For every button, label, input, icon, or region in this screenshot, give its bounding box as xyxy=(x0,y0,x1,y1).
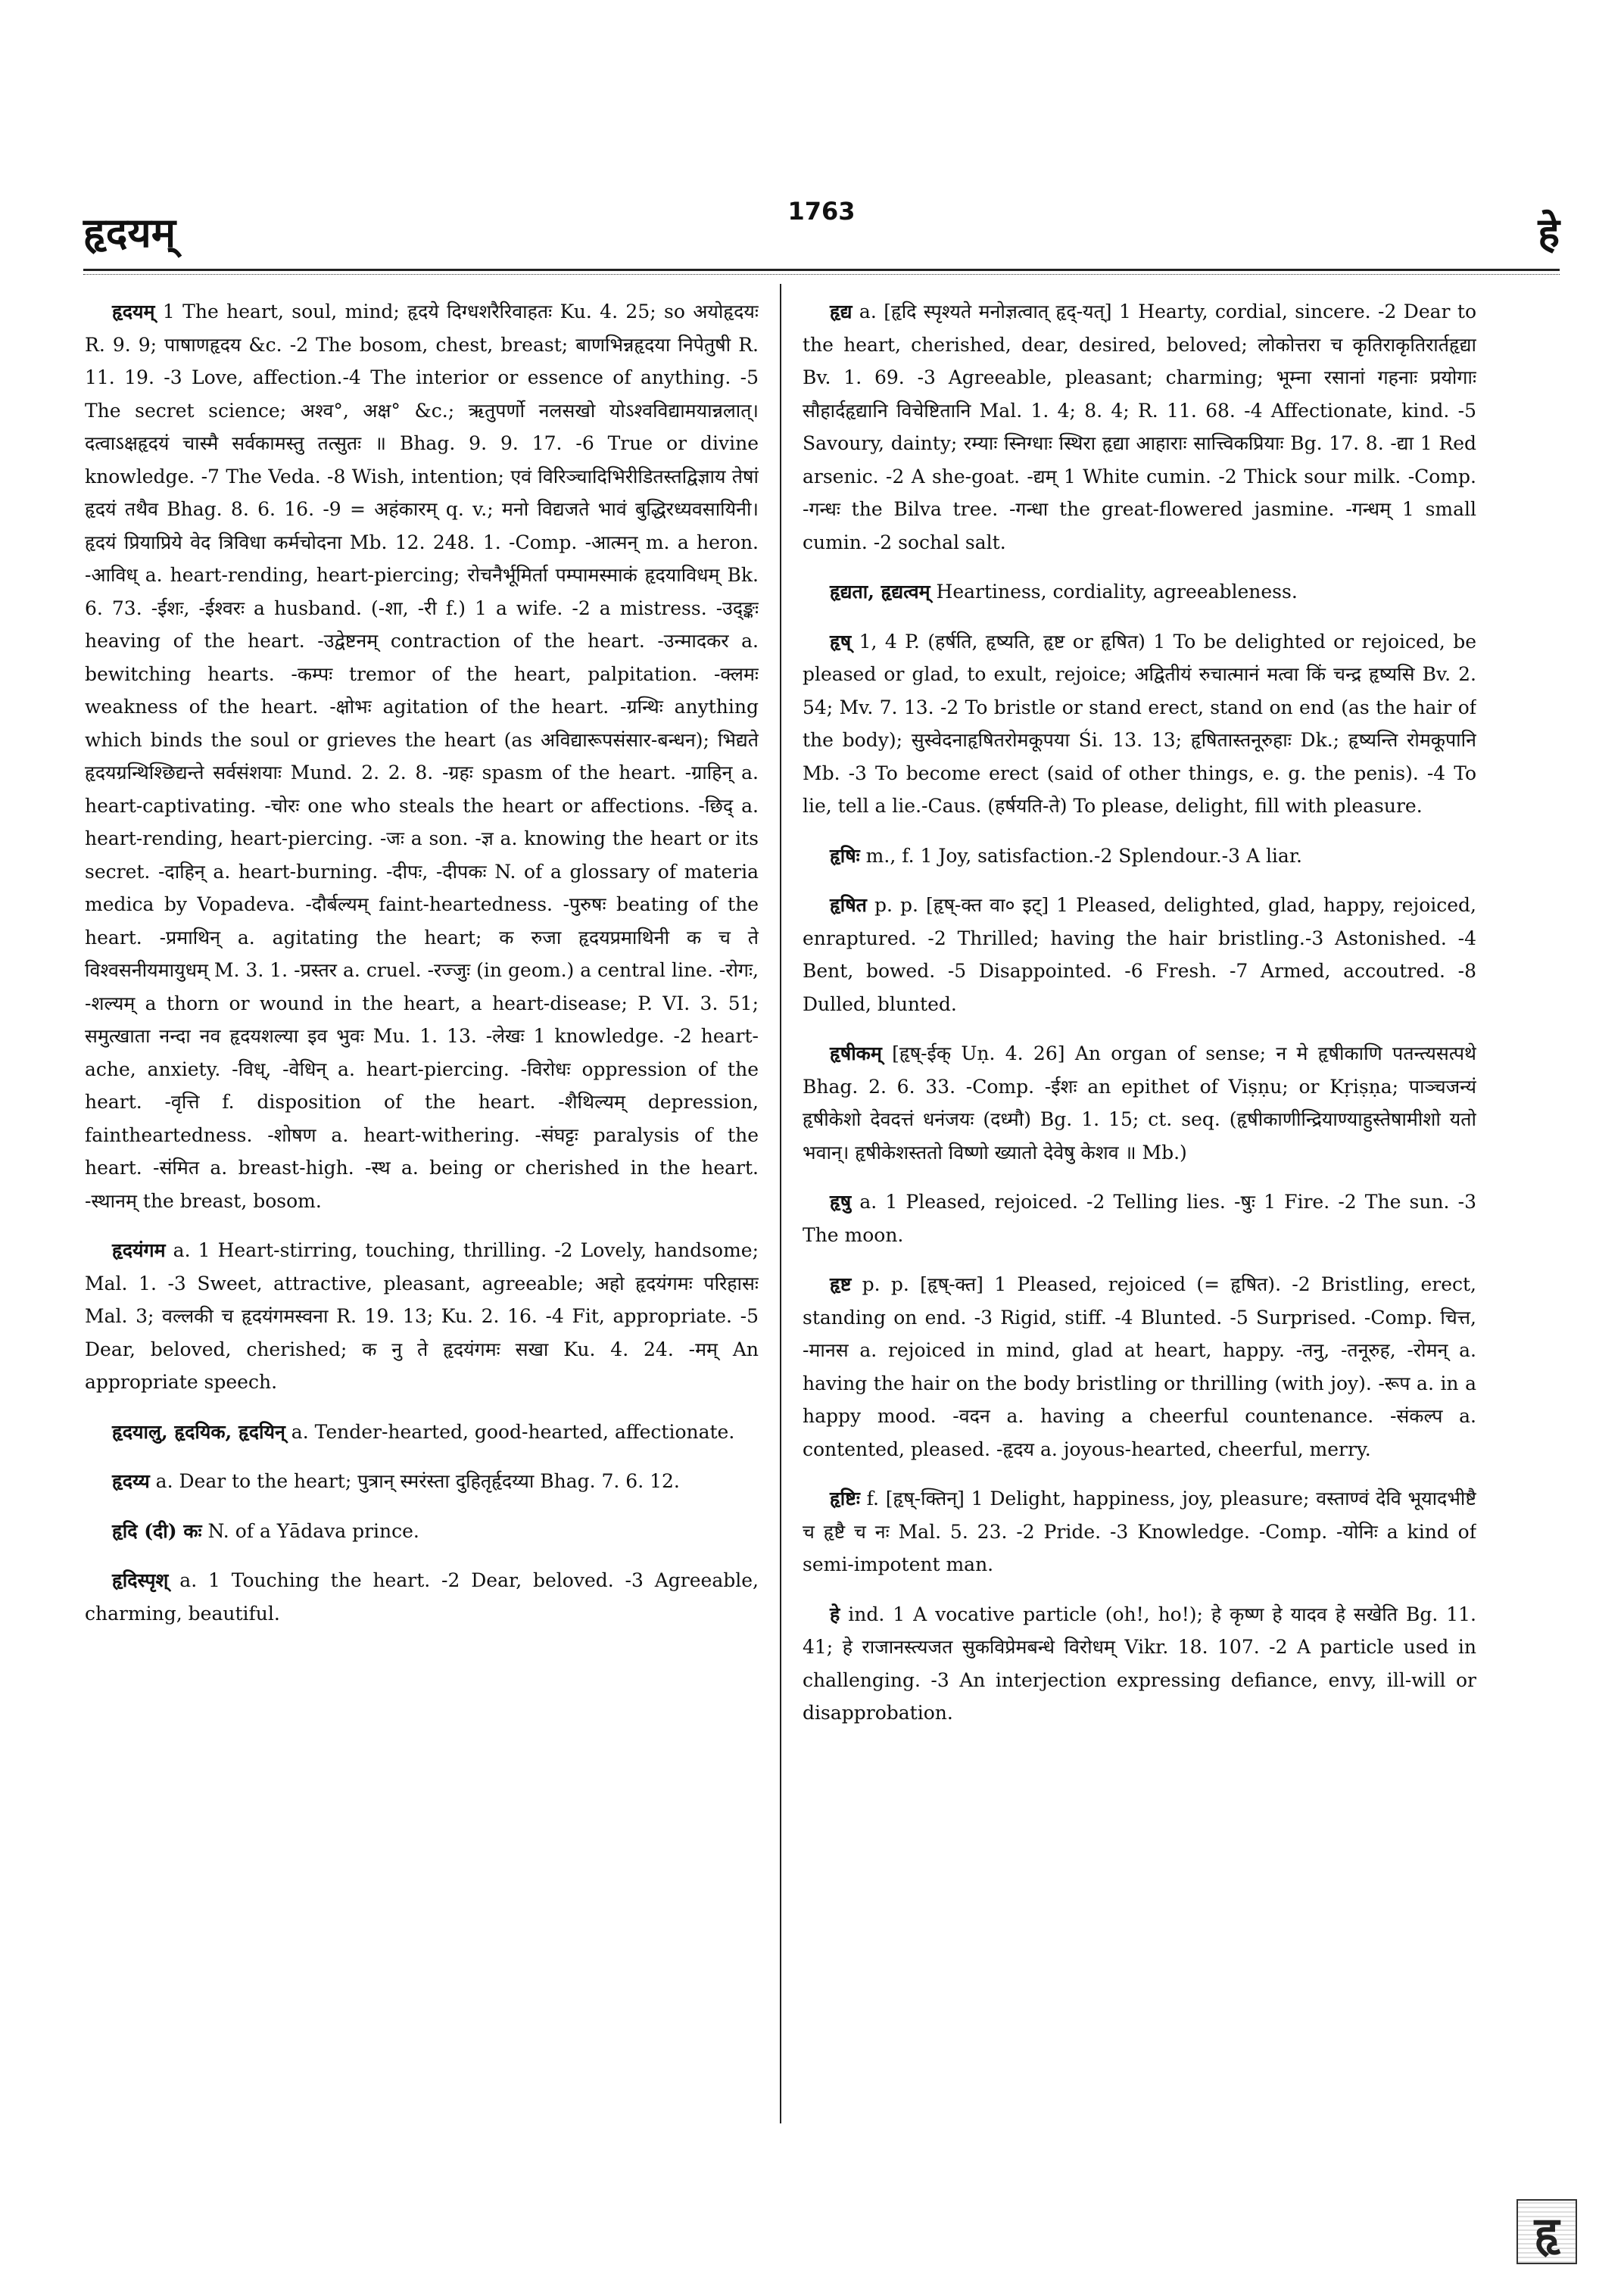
header-rule xyxy=(83,269,1560,271)
entry-headword: हृष्ट xyxy=(830,1273,852,1295)
entry-headword: हृष् xyxy=(830,630,852,653)
right-running-headword: हे xyxy=(1538,208,1560,257)
entry-text: a. [हृदि स्पृश्यते मनोज्ञत्वात् हृद्-यत्] 1 Hearty, cordial, sincere. -2 Dear to the heart, cherished, dear, desired, beloved; लोकोत्तरा च कृतिराकृतिरार्तहृद्या Bv. 1. 69. -3 Agreeable, pleasant; charming; भूम्ना रसानां गहनाः प्रयोगाः सौहार्दहृद्यानि विचेष्टितानि Mal. 1. 4; 8. 4; R. 11. 68. -4 Affectionate, kind. -5 Savoury, dainty; रम्याः स्निग्धाः स्थिरा हृद्या आहाराः सात्त्विकप्रियाः Bg. 17. 8. -द्या 1 Red arsenic. -2 A she-goat. -द्यम् 1 White cumin. -2 Thick sour milk. -Comp. -गन्धः the Bilva tree. -गन्धा the great-flowered jasmine. -गन्धम् 1 small cumin. -2 sochal salt. xyxy=(803,301,1476,553)
right-column xyxy=(803,295,1476,2127)
entry-text: a. Dear to the heart; पुत्रान् स्मरंस्ता दुहितृर्हृदय्या Bhag. 7. 6. 12. xyxy=(149,1470,680,1492)
dictionary-entry xyxy=(803,625,1476,823)
dictionary-entry xyxy=(803,575,1476,609)
dictionary-entry xyxy=(803,840,1476,873)
left-column xyxy=(85,295,759,2127)
entry-headword: हृषीकम् xyxy=(830,1042,882,1064)
dictionary-entry xyxy=(85,1564,759,1630)
entry-headword: हृदय्य xyxy=(112,1470,150,1492)
entry-text: [हृष्-ईक् Uṇ. 4. 26] An organ of sense; न मे हृषीकाणि पतन्त्यसत्पथे Bhag. 2. 6. 33. -Comp. -ईशः an epithet of Viṣṇu; or Kṛiṣṇa; पाञ्चजन्यं हृषीकेशो देवदत्तं धनंजयः (दध्मौ) Bg. 1. 15; ct. seq. (हृषीकाणीन्द्रियाण्याहुस्तेषामीशो यतो भवान्। हृषीकेशस्ततो विष्णो ख्यातो देवेषु केशव ॥ Mb.) xyxy=(803,1042,1476,1164)
entry-text: a. Tender-hearted, good-hearted, affectionate. xyxy=(285,1420,735,1443)
entry-headword: हृद्य xyxy=(830,301,853,322)
entry-headword: हृदि (दी) कः xyxy=(112,1519,202,1542)
entry-headword: हृष्टिः xyxy=(830,1488,860,1509)
entry-text: p. p. [हृष्-क्त] 1 Pleased, rejoiced (= हृषित). -2 Bristling, erect, standing on end. -3 Rigid, stiff. -4 Blunted. -5 Surprised. -Comp. चित्त, -मानस a. rejoiced in mind, glad at heart, happy. -तनु, -तनूरुह, -रोमन् a. having the hair on the body bristling or thrilling (with joy). -रूप a. in a happy mood. -वदन a. having a cheerful countenance. -संकल्प a. contented, pleased. -हृदय a. joyous-hearted, cheerful, merry. xyxy=(803,1273,1476,1460)
dictionary-entry xyxy=(85,1416,759,1449)
dictionary-entry xyxy=(803,1037,1476,1169)
entry-text: m., f. 1 Joy, satisfaction.-2 Splendour.-3 A liar. xyxy=(859,844,1302,867)
entry-headword: हृदयालु, हृदयिक, हृदयिन् xyxy=(112,1420,285,1443)
dictionary-entry xyxy=(803,1482,1476,1581)
entry-headword: हृषु xyxy=(830,1191,852,1213)
dictionary-entry xyxy=(803,1185,1476,1251)
header-dotted-rule xyxy=(83,274,1560,275)
entry-text: 1, 4 P. (हर्षति, हृष्यति, हृष्ट or हृषित) 1 To be delighted or rejoiced, be pleased or glad, to exult, rejoice; अद्वितीयं रुचात्मानं मत्वा किं चन्द्र हृष्यसि Bv. 2. 54; Mv. 7. 13. -2 To bristle or stand erect, stand on end (as the hair of the body); सुस्वेदनाहृषितरोमकूपया Śi. 13. 13; हृषितास्तनूरुहाः Dk.; हृष्यन्ति रोमकूपानि Mb. -3 To become erect (said of other things, e. g. the penis). -4 To lie, tell a lie.-Caus. (हर्षयति-ते) To please, delight, fill with pleasure. xyxy=(803,630,1476,817)
entry-text: Heartiness, cordiality, agreeableness. xyxy=(930,581,1298,603)
dictionary-entry xyxy=(803,889,1476,1020)
page-number: 1763 xyxy=(787,197,856,226)
entry-headword: हृदिस्पृश् xyxy=(112,1569,169,1591)
entry-text: N. of a Yādava prince. xyxy=(201,1519,419,1542)
dictionary-entry xyxy=(85,1234,759,1399)
dictionary-entry xyxy=(803,295,1476,559)
dictionary-entry xyxy=(803,1598,1476,1730)
entry-headword: हृषिः xyxy=(830,844,860,867)
entry-headword: हृद्यता, हृद्यत्वम् xyxy=(830,581,930,603)
entry-text: ind. 1 A vocative particle (oh!, ho!); हे कृष्ण हे यादव हे सखेति Bg. 11. 41; हे राजानस्त्यजत सुकविप्रेमबन्धे विरोधम् Vikr. 18. 107. -2 A particle used in challenging. -3 An interjection expressing defiance, envy, ill-will or disapprobation. xyxy=(803,1603,1476,1724)
entry-text: f. [हृष्-क्तिन्] 1 Delight, happiness, joy, pleasure; वस्ताण्वं देवि भूयादभीष्टै च हृष्टै च नः Mal. 5. 23. -2 Pride. -3 Knowledge. -Comp. -योनिः a kind of semi-impotent man. xyxy=(803,1488,1476,1575)
dictionary-entry xyxy=(85,1465,759,1498)
entry-text: a. 1 Touching the heart. -2 Dear, beloved. -3 Agreeable, charming, beautiful. xyxy=(85,1569,759,1625)
entry-text: p. p. [हृष्-क्त वा० इट्] 1 Pleased, delighted, glad, happy, rejoiced, enraptured. -2 Thrilled; having the hair bristling.-3 Astonished. -4 Bent, bowed. -5 Disappointed. -6 Fresh. -7 Armed, accoutred. -8 Dulled, blunted. xyxy=(803,894,1476,1015)
entry-text: a. 1 Heart-stirring, touching, thrilling. -2 Lovely, handsome; Mal. 1. -3 Sweet, attractive, pleasant, agreeable; अहो हृदयंगमः परिहासः Mal. 3; वल्लकी च हृदयंगमस्वना R. 19. 13; Ku. 2. 16. -4 Fit, appropriate. -5 Dear, beloved, cherished; क नु ते हृदयंगमः सखा Ku. 4. 24. -मम् An appropriate speech. xyxy=(85,1239,759,1393)
entry-headword: हृदयंगम xyxy=(112,1239,166,1261)
page-header xyxy=(83,189,1560,273)
thumb-index-mark: हृ xyxy=(1516,2199,1577,2264)
dictionary-entry xyxy=(85,295,759,1217)
entry-headword: हृदयम् xyxy=(112,301,155,322)
entry-headword: हृषित xyxy=(830,894,867,916)
entry-text: 1 The heart, soul, mind; हृदये दिग्धशरैरिवाहतः Ku. 4. 25; so अयोहृदयः R. 9. 9; पाषाणहृदय &c. -2 The bosom, chest, breast; बाणभिन्नहृदया निपेतुषी R. 11. 19. -3 Love, affection.-4 The interior or essence of anything. -5 The secret science; अश्व°, अक्ष° &c.; ऋतुपर्णो नलसखो योऽश्वविद्यामयान्नलात्। दत्वाऽक्षहृदयं चास्मै सर्वकामस्तु तत्सुतः ॥ Bhag. 9. 9. 17. -6 True or divine knowledge. -7 The Veda. -8 Wish, intention; एवं विरिञ्चादिभिरीडितस्तद्विज्ञाय तेषां हृदयं तथैव Bhag. 8. 6. 16. -9 = अहंकारम् q. v.; मनो विद्यजते भावं बुद्धिरध्यवसायिनी। हृदयं प्रियाप्रिये वेद त्रिविधा कर्मचोदना Mb. 12. 248. 1. -Comp. -आत्मन् m. a heron. -आविध् a. heart-rending, heart-piercing; रोचनैर्भूमिर्ता पम्पामस्माकं हृदयाविधम् Bk. 6. 73. -ईशः, -ईश्वरः a husband. (-शा, -री f.) 1 a wife. -2 a mistress. -उद्ङ्कः heaving of the heart. -उद्वेष्टनम् contraction of the heart. -उन्मादकर a. bewitching hearts. -कम्पः tremor of the heart, palpitation. -क्लमः weakness of the heart. -क्षोभः agitation of the heart. -ग्रन्थिः anything which binds the soul or grieves the heart (as अविद्यारूपसंसार-बन्धन); भिद्यते हृदयग्रन्थिश्छिद्यन्ते सर्वसंशयाः Mund. 2. 2. 8. -ग्रहः spasm of the heart. -ग्राहिन् a. heart-captivating. -चोरः one who steals the heart or affections. -छिद् a. heart-rending, heart-piercing. -जः a son. -ज्ञ a. knowing the heart or its secret. -दाहिन् a. heart-burning. -दीपः, -दीपकः N. of a glossary of materia medica by Vopadeva. -दौर्बल्यम् faint-heartedness. -पुरुषः beating of the heart. -प्रमाथिन् a. agitating the heart; क रुजा हृदयप्रमाथिनी क च ते विश्वसनीयमायुधम् M. 3. 1. -प्रस्तर a. cruel. -रज्जुः (in geom.) a central line. -रोगः, -शल्यम् a thorn or wound in the heart, a heart-disease; P. VI. 3. 51; समुत्खाता नन्दा नव हृदयशल्या इव भुवः Mu. 1. 13. -लेखः 1 knowledge. -2 heart-ache, anxiety. -विध्, -वेधिन् a. heart-piercing. -विरोधः oppression of the heart. -वृत्ति f. disposition of the heart. -शैथिल्यम् depression, faintheartedness. -शोषण a. heart-withering. -संघट्टः paralysis of the heart. -संमित a. breast-high. -स्थ a. being or cherished in the heart. -स्थानम् the breast, bosom. xyxy=(85,301,759,1212)
dictionary-entry xyxy=(803,1268,1476,1466)
entry-text: a. 1 Pleased, rejoiced. -2 Telling lies. -षुः 1 Fire. -2 The sun. -3 The moon. xyxy=(803,1191,1476,1246)
entry-headword: हे xyxy=(830,1603,840,1625)
column-divider xyxy=(780,284,781,2123)
dictionary-entry xyxy=(85,1515,759,1548)
left-running-headword: हृदयम् xyxy=(83,208,176,257)
